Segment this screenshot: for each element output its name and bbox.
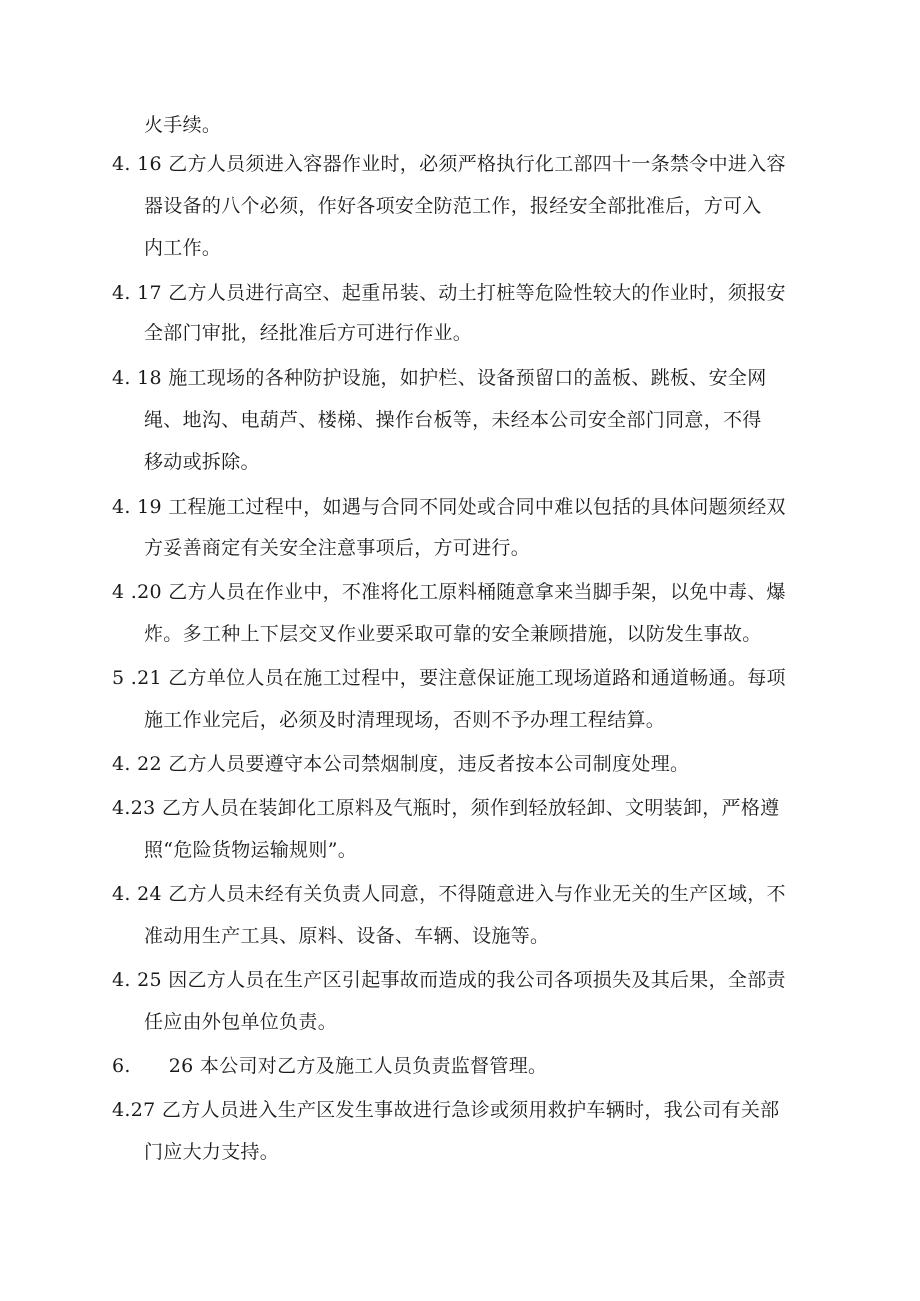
line-text: 绳、地沟、电葫芦、楼梯、操作台板等，未经本公司安全部门同意，不得: [144, 409, 762, 431]
clause-number: 4. 25: [112, 969, 162, 991]
clause-text: 乙方单位人员在施工过程中，要注意保证施工现场道路和通道畅通。每项: [168, 667, 786, 689]
clause-number: 4. 19: [112, 496, 162, 518]
line-text: 方妥善商定有关安全注意事项后，方可进行。: [144, 537, 531, 559]
clause-text: 乙方人员须进入容器作业时，必须严格执行化工部四十一条禁令中进入容: [168, 153, 786, 175]
clause-number: 6. 26: [112, 1055, 194, 1077]
line-text: 移动或拆除。: [144, 451, 260, 473]
clause-text: 乙方人员进入生产区发生事故进行急诊或须用救护车辆时，我公司有关部: [161, 1099, 780, 1121]
clause-number: 4. 17: [112, 282, 162, 304]
text-line-20: [144, 924, 549, 948]
text-line-3: [144, 194, 762, 218]
line-text: 准动用生产工具、原料、设备、车辆、设施等。: [144, 925, 550, 947]
text-line-25: [144, 1140, 279, 1164]
clause-text: 乙方人员在装卸化工原料及气瓶时，须作到轻放轻卸、文明装卸，严格遵: [161, 797, 780, 819]
clause-number: 4 .20: [112, 581, 162, 603]
text-line-13: [144, 622, 762, 646]
text-line-22: [144, 1010, 337, 1034]
clause-4-27: [112, 1098, 779, 1122]
text-line-15: [144, 708, 665, 732]
line-text: 全部门审批，经批准后方可进行作业。: [144, 322, 473, 344]
clause-number: 4. 22: [112, 753, 162, 775]
clause-text: 本公司对乙方及施工人员负责监督管理。: [199, 1055, 548, 1077]
line-text: 门应大力支持。: [144, 1141, 280, 1163]
clause-4-18: [112, 366, 767, 390]
clause-text: 乙方人员要遵守本公司禁烟制度，违反者按本公司制度处理。: [168, 753, 690, 775]
text-line-18: [144, 838, 357, 862]
line-text: 器设备的八个必须，作好各项安全防范工作，报经安全部批准后，方可入: [144, 195, 762, 217]
text-line-1: [144, 113, 221, 137]
line-text: 火手续。: [144, 114, 222, 136]
clause-4-25: [112, 968, 786, 992]
clause-6-26: [112, 1054, 547, 1078]
clause-number: 5 .21: [112, 667, 162, 689]
clause-text: 乙方人员未经有关负责人同意，不得随意进入与作业无关的生产区域，不: [168, 883, 786, 905]
clause-text: 乙方人员在作业中，不准将化工原料桶随意拿来当脚手架，以免中毒、爆: [168, 581, 786, 603]
clause-number: 4. 18: [112, 367, 162, 389]
clause-4-17: [112, 281, 786, 305]
text-line-9: [144, 450, 260, 474]
clause-5-21: [112, 666, 786, 690]
clause-text: 因乙方人员在生产区引起事故而造成的我公司各项损失及其后果，全部责: [168, 969, 786, 991]
text-line-11: [144, 536, 530, 560]
clause-4-16: [112, 152, 786, 176]
clause-number: 4. 16: [112, 153, 162, 175]
clause-number: 4.23: [112, 797, 156, 819]
text-line-8: [144, 408, 762, 432]
clause-4-22: [112, 752, 689, 776]
clause-4-19: [112, 495, 786, 519]
clause-number: 4. 24: [112, 883, 162, 905]
clause-text: 乙方人员进行高空、起重吊装、动土打桩等危险性较大的作业时，须报安: [168, 282, 786, 304]
clause-4-24: [112, 882, 786, 906]
line-text: 照“危险货物运输规则”。: [144, 839, 358, 861]
text-line-6: [144, 321, 472, 345]
line-text: 任应由外包单位负责。: [144, 1011, 338, 1033]
clause-4-23: [112, 796, 779, 820]
clause-number: 4.27: [112, 1099, 156, 1121]
text-line-4: [144, 236, 221, 260]
clause-4-20: [112, 580, 786, 604]
line-text: 施工作业完后，必须及时清理现场，否则不予办理工程结算。: [144, 709, 666, 731]
line-text: 内工作。: [144, 237, 222, 259]
clause-text: 施工现场的各种防护设施，如护栏、设备预留口的盖板、跳板、安全网: [168, 367, 767, 389]
clause-text: 工程施工过程中，如遇与合同不同处或合同中难以包括的具体问题须经双: [168, 496, 786, 518]
line-text: 炸。多工种上下层交叉作业要采取可靠的安全兼顾措施，以防发生事故。: [144, 623, 762, 645]
